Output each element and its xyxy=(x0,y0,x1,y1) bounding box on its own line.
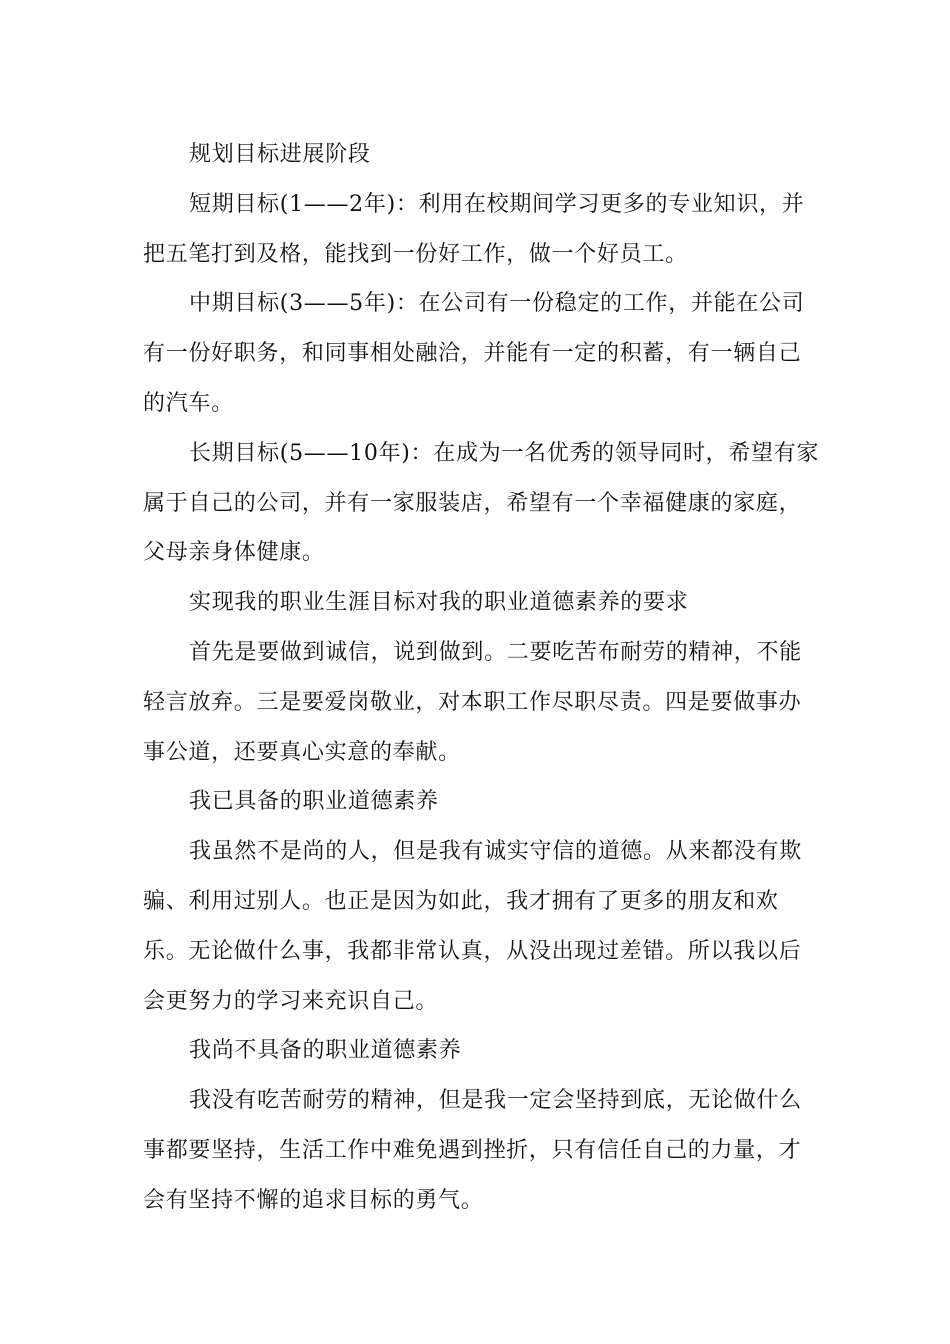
document-body xyxy=(143,130,823,1226)
section-heading-lacking-ethics: 我尚不具备的职业道德素养 xyxy=(189,1038,462,1064)
paragraph-possessed-ethics: 我虽然不是尚的人，但是我有诚实守信的道德。从来都没有欺骗、利用过别人。也正是因为如此，我才拥有了更多的朋友和欢乐。无论做什么事，我都非常认真，从没出现过差错。所以我以后会更努力的学习来充识自己。 xyxy=(143,839,802,1014)
paragraph-long-term-goal: 长期目标(5——10年)：在成为一名优秀的领导同时，希望有家属于自己的公司，并有一家服装店，希望有一个幸福健康的家庭，父母亲身体健康。 xyxy=(143,440,820,566)
section-heading-possessed-ethics: 我已具备的职业道德素养 xyxy=(189,789,439,815)
paragraph-ethics-requirements: 首先是要做到诚信，说到做到。二要吃苦布耐劳的精神，不能轻言放弃。三是要爱岗敬业，对本职工作尽职尽责。四是要做事办事公道，还要真心实意的奉献。 xyxy=(143,639,802,765)
section-heading-plan-stages: 规划目标进展阶段 xyxy=(189,142,371,167)
paragraph-short-term-goal: 短期目标(1——2年)：利用在校期间学习更多的专业知识，并把五笔打到及格，能找到一份好工作，做一个好员工。 xyxy=(143,191,805,267)
paragraph-lacking-ethics: 我没有吃苦耐劳的精神，但是我一定会坚持到底，无论做什么事都要坚持，生活工作中难免遇到挫折，只有信任自己的力量，才会有坚持不懈的追求目标的勇气。 xyxy=(143,1088,802,1213)
paragraph-mid-term-goal: 中期目标(3——5年)：在公司有一份稳定的工作，并能在公司有一份好职务，和同事相处融洽，并能有一定的积蓄，有一辆自己的汽车。 xyxy=(143,291,805,416)
section-heading-ethics-requirements: 实现我的职业生涯目标对我的职业道德素养的要求 xyxy=(189,590,689,616)
